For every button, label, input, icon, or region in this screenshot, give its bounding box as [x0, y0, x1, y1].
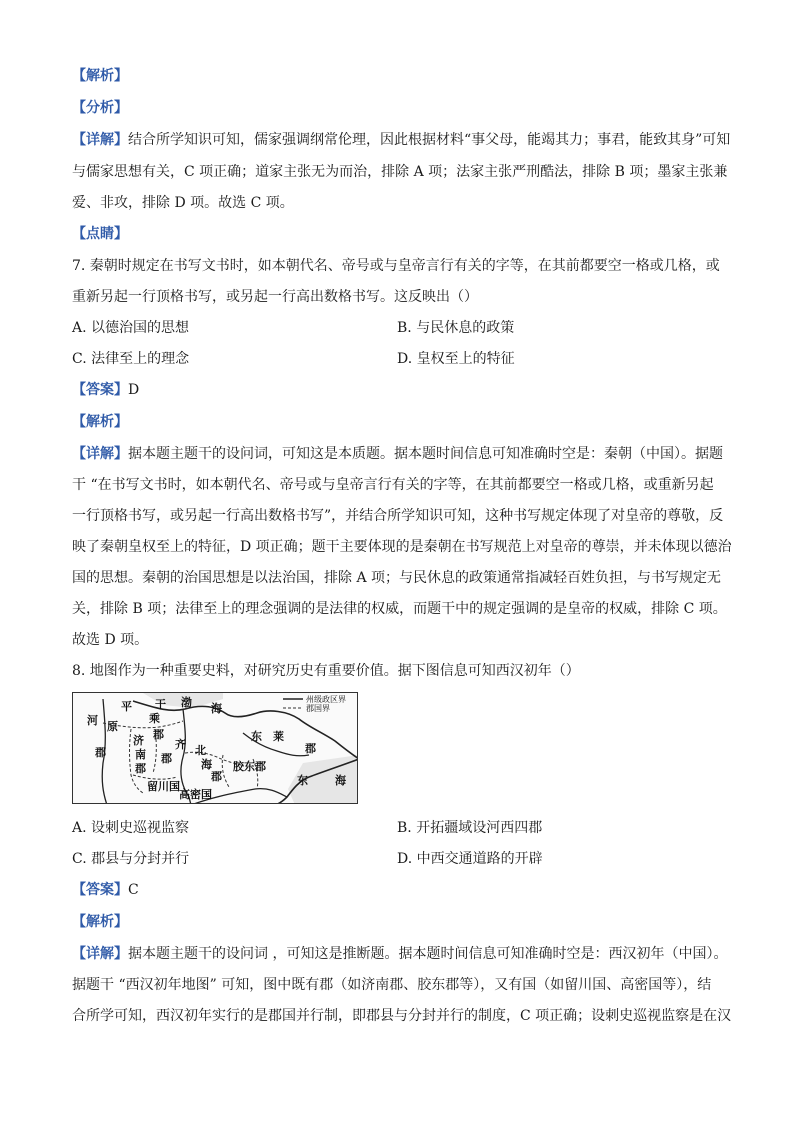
q6-detail-line-2: 与儒家思想有关，C 项正确；道家主张无为而治，排除 A 项；法家主张严刑酷法，排除 B 项；墨家主张兼: [72, 164, 728, 180]
map-label-donghai-1: 东: [297, 774, 308, 787]
map-label-beihai-1: 北: [195, 744, 206, 757]
map-label-ping: 平: [121, 700, 132, 713]
q7-stem-line-1: 7. 秦朝时规定在书写文书时，如本朝代名、帝号或与皇帝言行有关的字等，在其前都要空一格或几格，或: [72, 258, 720, 274]
q7-option-b: B. 与民休息的政策: [397, 320, 515, 336]
q7-detail-line-1: 【详解】据本题主题干的设问词，可知这是本质题。据本题时间信息可知准确时空是：秦朝（中国）。据题: [72, 446, 723, 462]
map-label-jinan-2: 南: [135, 748, 146, 761]
western-han-map: [72, 692, 358, 804]
map-label-jiaodong: 胶东郡: [233, 760, 266, 773]
q7-option-a: A. 以德治国的思想: [72, 320, 190, 336]
map-label-cheng-jun: 郡: [153, 728, 164, 741]
map-label-jun-mid: 郡: [161, 752, 172, 765]
map-label-bohai-2: 海: [211, 702, 222, 715]
analysis-heading: 【解析】: [72, 68, 128, 84]
map-label-he: 河: [87, 714, 98, 727]
fenxi-heading: 【分析】: [72, 100, 128, 116]
map-label-yuan: 原: [107, 720, 118, 733]
q8-detail-line-2: 据题干 “西汉初年地图” 可知，图中既有郡（如济南郡、胶东郡等），又有国（如留川国、高密国等），结: [72, 977, 712, 993]
dianjing-heading: 【点睛】: [72, 226, 128, 242]
q6-detail-line-1: 【详解】结合所学知识可知，儒家强调纲常伦理，因此根据材料“事父母，能竭其力；事君，能致其身”可知: [72, 132, 731, 148]
map-label-beihai-2: 海: [201, 758, 212, 771]
map-label-jinan-3: 郡: [135, 762, 146, 775]
q7-answer: 【答案】D: [72, 382, 140, 398]
q7-analysis-heading: 【解析】: [72, 414, 128, 430]
legend-state-border: 州级政区界: [306, 695, 346, 704]
q8-detail-line-3: 合所学可知，西汉初年实行的是郡国并行制，即郡县与分封并行的制度，C 项正确；设刺史巡视监察是在汉: [72, 1008, 732, 1024]
map-label-dong: 东: [251, 730, 262, 743]
map-label-gan: 干: [155, 698, 166, 711]
map-label-bohai-1: 渤: [181, 696, 192, 709]
q7-detail-line-5: 国的思想。秦朝的治国思想是以法治国，排除 A 项；与民休息的政策通常指减轻百姓负担，与书写规定无: [72, 570, 722, 586]
q8-option-b: B. 开拓疆域设河西四郡: [397, 820, 543, 836]
map-label-lai: 莱: [273, 730, 284, 743]
map-label-qi: 齐: [175, 738, 186, 751]
q8-detail-line-1: 【详解】据本题主题干的设问词 ，可知这是推断题。据本题时间信息可知准确时空是：西汉初年（中国）。: [72, 946, 728, 962]
map-label-zichuan: 留川国: [147, 780, 180, 793]
legend-commandery-border: 郡国界: [306, 704, 330, 713]
q8-option-a: A. 设刺史巡视监察: [72, 820, 190, 836]
map-label-jinan-1: 济: [133, 734, 144, 747]
q7-detail-line-2: 干 “在书写文书时，如本朝代名、帝号或与皇帝言行有关的字等，在其前都要空一格或几格，或重新另起: [72, 477, 714, 493]
q8-stem: 8. 地图作为一种重要史料，对研究历史有重要价值。据下图信息可知西汉初年（）: [72, 663, 580, 679]
q8-answer: 【答案】C: [72, 882, 139, 898]
map-label-lai-jun: 郡: [305, 742, 316, 755]
q7-option-c: C. 法律至上的理念: [72, 351, 190, 367]
map-label-cheng: 乘: [149, 712, 160, 725]
q7-detail-line-6: 关，排除 B 项；法律至上的理念强调的是法律的权威，而题干中的规定强调的是皇帝的权威，排除 C 项。: [72, 601, 727, 617]
map-label-donghai-2: 海: [335, 774, 346, 787]
q7-option-d: D. 皇权至上的特征: [397, 351, 515, 367]
q8-option-d: D. 中西交通道路的开辟: [397, 851, 543, 867]
map-label-jun-left: 郡: [95, 746, 106, 759]
map-label-beihai-3: 郡: [211, 770, 222, 783]
q7-detail-line-7: 故选 D 项。: [72, 632, 149, 648]
q8-analysis-heading: 【解析】: [72, 914, 128, 930]
q7-detail-line-4: 映了秦朝皇权至上的特征，D 项正确；题干主要体现的是秦朝在书写规范上对皇帝的尊崇，并未体现以德治: [72, 539, 732, 555]
q8-option-c: C. 郡县与分封并行: [72, 851, 190, 867]
q6-detail-line-3: 爱、非攻，排除 D 项。故选 C 项。: [72, 195, 294, 211]
map-label-gaomi: 高密国: [179, 788, 212, 801]
q7-stem-line-2: 重新另起一行顶格书写，或另起一行高出数格书写。这反映出（）: [72, 289, 478, 305]
q7-detail-line-3: 一行顶格书写，或另起一行高出数格书写”，并结合所学知识可知，这种书写规定体现了对皇帝的尊敬，反: [72, 508, 724, 524]
